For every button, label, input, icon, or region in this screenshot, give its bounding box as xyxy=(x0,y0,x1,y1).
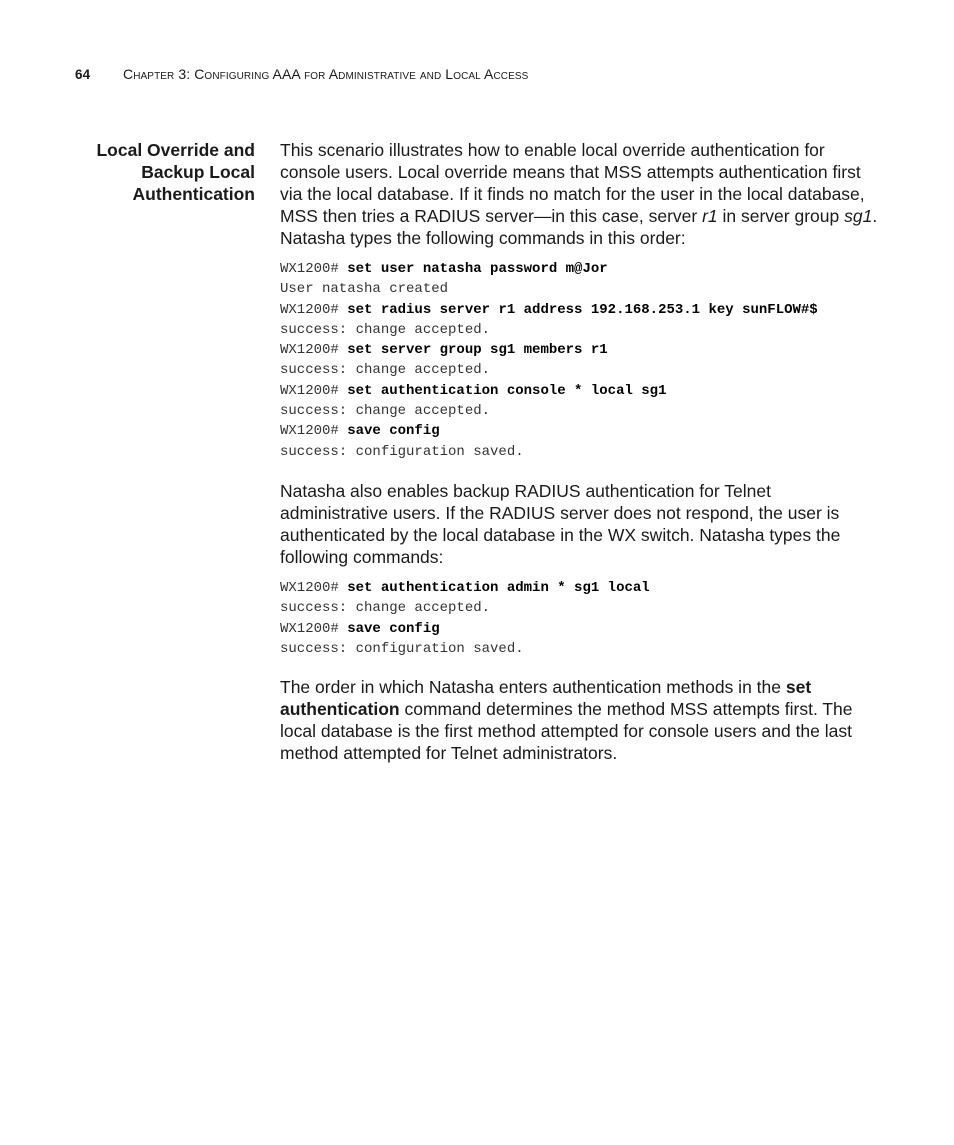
output-line xyxy=(280,279,880,299)
para-text: command determines the method MSS attempts first. The local database is the first method attempted for console users and the last method attempted for Telnet administrators. xyxy=(280,699,853,764)
output-line xyxy=(280,401,880,421)
cli-prompt: WX1200# xyxy=(280,301,348,318)
output-line xyxy=(280,360,880,380)
page-header xyxy=(75,66,528,82)
para-text: The order in which Natasha enters authentication methods in the xyxy=(280,677,786,698)
command-line xyxy=(280,259,880,279)
cli-prompt: WX1200# xyxy=(280,579,348,596)
cli-output: success: change accepted. xyxy=(280,600,491,617)
cli-output: success: configuration saved. xyxy=(280,640,524,657)
cli-output: success: change accepted. xyxy=(280,362,491,379)
output-line xyxy=(280,639,880,659)
para-text: . Natasha types the following commands in this order: xyxy=(280,206,878,248)
command-name: set authentication xyxy=(280,677,812,720)
cli-output: User natasha created xyxy=(280,281,449,298)
cli-command: set user natasha password m@Jor xyxy=(347,261,608,277)
cli-command: set authentication admin * sg1 local xyxy=(347,579,650,596)
section-heading-line: Local Override and xyxy=(96,140,255,160)
para-text: This scenario illustrates how to enable local override authentication for console users. Local override means that MSS attempts authentication first via the local database. If it finds no match for the user in the local database, MSS then tries a RADIUS server—in this case, server xyxy=(280,140,865,226)
telnet-backup-code-block xyxy=(280,578,880,659)
command-line xyxy=(280,619,880,639)
output-line xyxy=(280,320,880,340)
cli-prompt: WX1200# xyxy=(280,382,348,399)
cli-prompt: WX1200# xyxy=(280,620,348,637)
section-heading-line: Authentication xyxy=(132,184,255,204)
cli-command: save config xyxy=(347,423,440,440)
intro-paragraph xyxy=(280,139,880,249)
para-text: in server group xyxy=(717,206,845,226)
section-heading-line: Backup Local xyxy=(141,162,255,182)
cli-prompt: WX1200# xyxy=(280,261,348,277)
backup-paragraph: Natasha also enables backup RADIUS authentication for Telnet administrative users. If the RADIUS server does not respond, the user is authenticated by the local database in the WX switch. Natasha types the following commands: xyxy=(280,480,841,567)
cli-command: set server group sg1 members r1 xyxy=(347,342,608,359)
cli-prompt: WX1200# xyxy=(280,423,348,440)
command-line xyxy=(280,578,880,598)
cli-prompt: WX1200# xyxy=(280,342,348,359)
server-group-name: sg1 xyxy=(844,206,873,226)
output-line xyxy=(280,598,880,618)
page-number: 64 xyxy=(75,67,91,82)
command-line xyxy=(280,340,880,360)
output-line xyxy=(280,442,880,462)
cli-output: success: change accepted. xyxy=(280,321,491,338)
command-line xyxy=(280,300,880,320)
server-name: r1 xyxy=(702,206,718,226)
command-line xyxy=(280,421,880,441)
cli-output: success: configuration saved. xyxy=(280,443,524,460)
command-line xyxy=(280,381,880,401)
order-paragraph xyxy=(280,676,880,764)
cli-output: success: change accepted. xyxy=(280,403,491,420)
chapter-title: Chapter 3: Configuring AAA for Administrative and Local Access xyxy=(123,66,529,82)
cli-command: set radius server r1 address 192.168.253.1 key sunFLOW#$ xyxy=(347,301,818,318)
cli-command: save config xyxy=(347,620,440,637)
body-column xyxy=(280,139,880,764)
cli-command: set authentication console * local sg1 xyxy=(347,382,667,399)
section-heading xyxy=(60,139,255,205)
console-override-code-block xyxy=(280,259,880,462)
